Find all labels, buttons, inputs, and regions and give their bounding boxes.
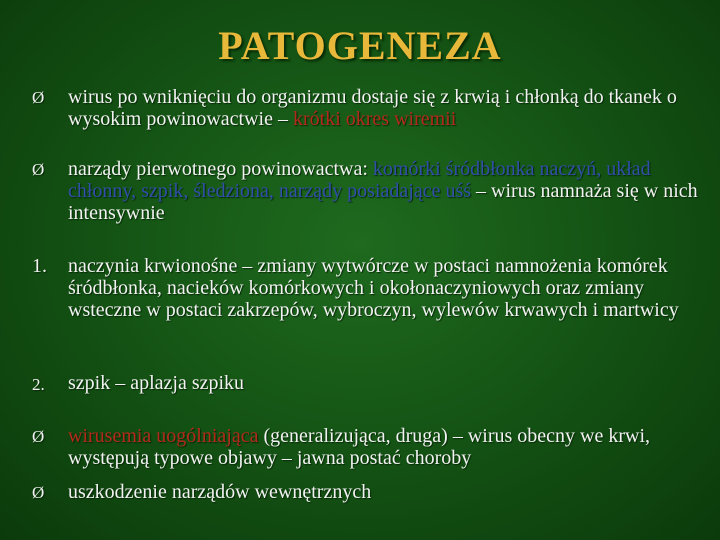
arrow-bullet-icon: Ø [32,483,45,502]
bullet-text: narządy pierwotnego powinowactwa: komórki śródbłonka naczyń, układ chłonny, szpik, śledziona, narządy posiadające uśś – wirus namnaża się w nich intensywnie [68,158,698,224]
arrow-bullet-icon: Ø [32,160,45,179]
item-number: 1. [32,255,47,277]
numbered-item-bone-marrow [32,372,700,394]
bullet-item-primary-organs [32,158,700,224]
bullet-item-virus-entry [32,86,700,130]
bullet-item-organ-damage [32,481,700,503]
bullet-text: uszkodzenie narządów wewnętrznych [68,481,372,503]
numbered-text: szpik – aplazja szpiku [68,372,245,394]
arrow-bullet-icon: Ø [32,88,45,107]
arrow-bullet-icon: Ø [32,427,45,446]
bullet-item-viremia [32,425,700,469]
numbered-item-blood-vessels [32,255,700,321]
slide-title: PATOGENEZA [218,23,502,68]
bullet-text: wirusemia uogólniająca (generalizująca, druga) – wirus obecny we krwi, występują typowe objawy – jawna postać choroby [68,425,651,469]
item-number: 2. [32,375,45,394]
bullet-text: wirus po wniknięciu do organizmu dostaje się z krwią i chłonką do tkanek o wysokim powinowactwie – krótki okres wiremii [68,86,677,130]
numbered-text: naczynia krwionośne – zmiany wytwórcze w postaci namnożenia komórek śródbłonka, nacieków komórkowych i okołonaczyniowych oraz zmiany wsteczne w postaci zakrzepów, wybroczyn, wylewów krwawych i martwicy [68,255,679,321]
